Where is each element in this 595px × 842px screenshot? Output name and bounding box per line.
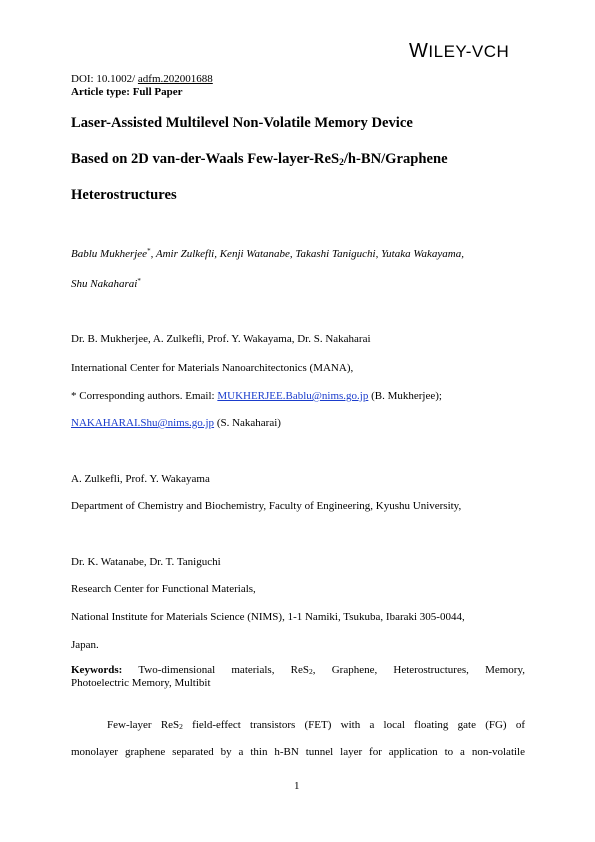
doi-link[interactable]: adfm.202001688 <box>137 73 213 85</box>
email-link-mukherjee[interactable]: MUKHERJEE.Bablu@nims.go.jp <box>217 390 369 402</box>
affiliation-3-names: Dr. K. Watanabe, Dr. T. Taniguchi <box>71 556 221 568</box>
affiliation-1-institution: International Center for Materials Nanoarchitectonics (MANA), <box>71 362 354 374</box>
article-type: Article type: Full Paper <box>71 86 183 98</box>
affiliation-1-names: Dr. B. Mukherjee, A. Zulkefli, Prof. Y. Wakayama, Dr. S. Nakaharai <box>71 333 371 345</box>
affiliation-2-department: Department of Chemistry and Biochemistry, Faculty of Engineering, Kyushu University, <box>71 500 462 512</box>
corresponding-authors: * Corresponding authors. Email: MUKHERJEE.Bablu@nims.go.jp (B. Mukherjee); <box>71 390 442 402</box>
abstract-line-2: monolayer graphene separated by a thin h-BN tunnel layer for application to a non-volatile <box>71 746 525 758</box>
paper-title-line-2: Based on 2D van-der-Waals Few-layer-ReS$_2$/h-BN/Graphene <box>71 151 448 168</box>
affiliation-3-country: Japan. <box>71 639 99 651</box>
abstract-line-1: Few-layer ReS$_2$ field-effect transistors (FET) with a local floating gate (FG) of <box>107 719 525 731</box>
page-number: 1 <box>294 780 300 792</box>
corresponding-authors-cont: NAKAHARAI.Shu@nims.go.jp (S. Nakaharai) <box>71 417 281 429</box>
affiliation-2-names: A. Zulkefli, Prof. Y. Wakayama <box>71 473 210 485</box>
paper-title-line-1: Laser-Assisted Multilevel Non-Volatile Memory Device <box>71 115 413 131</box>
author-list-line-2: Shu Nakaharai* <box>71 277 141 290</box>
doi-line: DOI: 10.1002/ adfm.202001688 <box>71 73 213 85</box>
paper-title-line-3: Heterostructures <box>71 187 177 203</box>
keywords-line-1: Keywords: Two-dimensional materials, ReS$_2$, Graphene, Heterostructures, Memory, <box>71 664 525 676</box>
keywords-line-2: Photoelectric Memory, Multibit <box>71 677 211 689</box>
publisher-logo: WILEY-VCH <box>409 40 510 62</box>
affiliation-3-center: Research Center for Functional Materials, <box>71 583 256 595</box>
affiliation-3-institute: National Institute for Materials Science (NIMS), 1-1 Namiki, Tsukuba, Ibaraki 305-0044, <box>71 611 465 623</box>
email-link-nakaharai[interactable]: NAKAHARAI.Shu@nims.go.jp <box>71 417 215 429</box>
author-list-line-1: Bablu Mukherjee*, Amir Zulkefli, Kenji Watanabe, Takashi Taniguchi, Yutaka Wakayama, <box>71 247 464 260</box>
